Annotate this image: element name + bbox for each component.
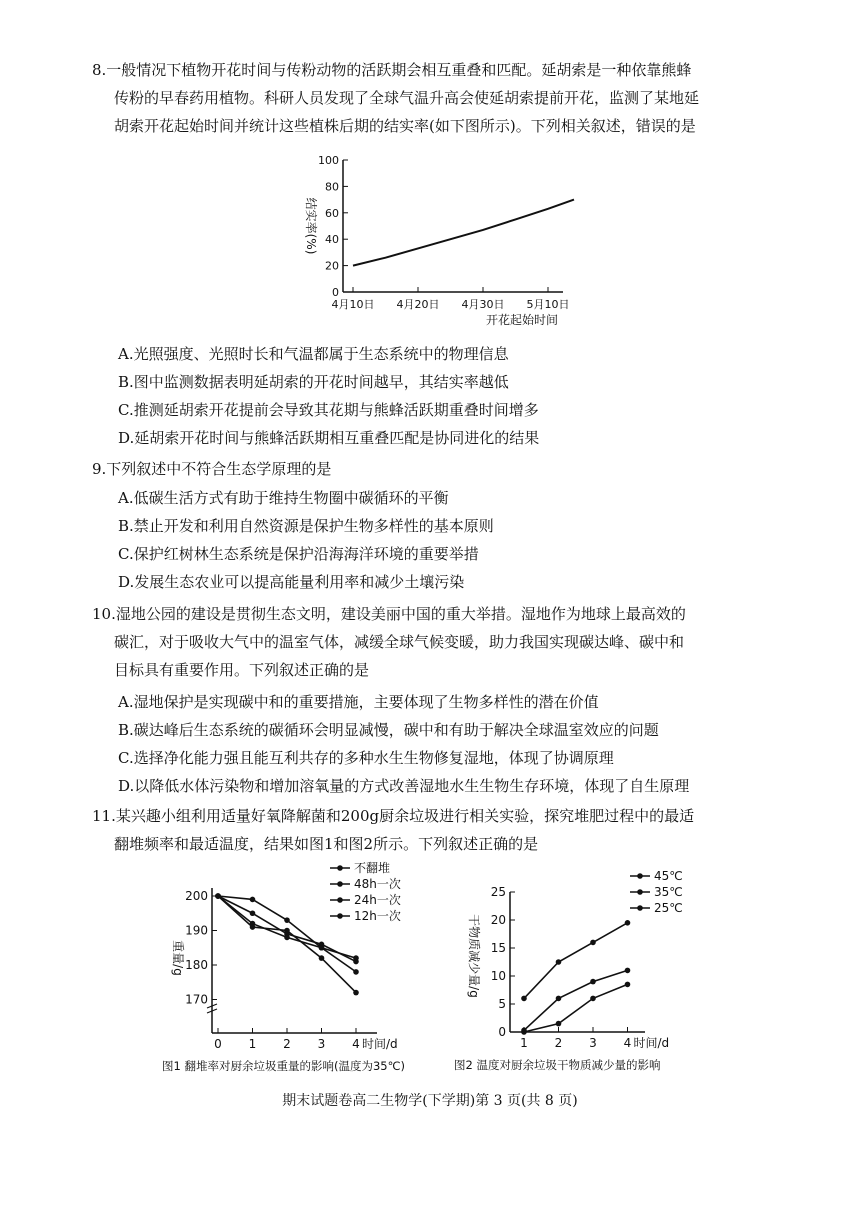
question-10-option-a[interactable]: A.湿地保护是实现碳中和的重要措施，主要体现了生物多样性的潜在价值 bbox=[118, 693, 599, 711]
legend-label: 45℃ bbox=[654, 869, 683, 883]
series-marker bbox=[250, 924, 256, 930]
question-8-option-d[interactable]: D.延胡索开花时间与熊蜂活跃期相互重叠匹配是协同进化的结果 bbox=[118, 429, 540, 447]
y-tick-label: 100 bbox=[318, 154, 339, 167]
x-tick-label: 4月30日 bbox=[461, 298, 505, 311]
question-8-line: 传粉的早春药用植物。科研人员发现了全球气温升高会使延胡索提前开花，监测了某地延 bbox=[114, 89, 700, 107]
chart-fruit-set-rate bbox=[285, 148, 575, 340]
question-10-option-d[interactable]: D.以降低水体污染物和增加溶氧量的方式改善湿地水生生物生存环境，体现了自生原理 bbox=[118, 777, 690, 795]
question-11-line: 翻堆频率和最适温度，结果如图1和图2所示。下列叙述正确的是 bbox=[114, 835, 539, 853]
legend-label: 48h一次 bbox=[354, 877, 401, 891]
y-tick-label: 20 bbox=[325, 259, 339, 273]
x-tick-label: 3 bbox=[317, 1037, 326, 1051]
series-marker bbox=[521, 1029, 527, 1035]
question-11-stem bbox=[92, 802, 782, 858]
figure-2-caption: 图2 温度对厨余垃圾干物质减少量的影响 bbox=[454, 1058, 661, 1072]
x-tick-label: 4 bbox=[352, 1037, 360, 1051]
series-marker bbox=[319, 955, 325, 961]
x-tick-label: 4月20日 bbox=[396, 298, 440, 311]
y-axis-label: 干物质减少量/g bbox=[467, 914, 481, 998]
series-marker bbox=[590, 940, 596, 946]
series-marker bbox=[625, 982, 631, 988]
x-tick-label: 1 bbox=[520, 1036, 528, 1050]
question-9-stem bbox=[92, 455, 782, 483]
question-9-line: 9.下列叙述中不符合生态学原理的是 bbox=[92, 460, 332, 478]
x-axis-label: 时间/d bbox=[633, 1036, 670, 1050]
y-tick-label: 10 bbox=[490, 969, 506, 983]
page-footer: 期末试题卷高二生物学(下学期)第 3 页(共 8 页) bbox=[282, 1093, 578, 1109]
x-tick-label: 3 bbox=[589, 1036, 597, 1050]
series-marker bbox=[284, 928, 290, 934]
question-10-line: 目标具有重要作用。下列叙述正确的是 bbox=[114, 661, 370, 679]
figure-1-turning-frequency-chart bbox=[160, 858, 450, 1076]
x-tick-label: 5月10日 bbox=[526, 298, 570, 311]
legend-marker bbox=[337, 881, 343, 887]
series-marker bbox=[625, 968, 631, 974]
question-10-option-c[interactable]: C.选择净化能力强且能互利共存的多种水生生物修复湿地，体现了协调原理 bbox=[118, 749, 614, 767]
y-tick-label: 60 bbox=[325, 206, 339, 220]
legend-marker bbox=[337, 897, 343, 903]
y-tick-label: 0 bbox=[498, 1025, 506, 1039]
series-line bbox=[524, 970, 628, 1030]
data-line bbox=[353, 200, 574, 266]
x-tick-label: 0 bbox=[214, 1037, 222, 1051]
y-axis-label: 重量/g bbox=[171, 940, 185, 976]
series-line bbox=[218, 896, 356, 993]
series-marker bbox=[284, 917, 290, 923]
series-marker bbox=[215, 893, 221, 899]
y-tick-label: 190 bbox=[185, 923, 208, 938]
series-marker bbox=[319, 945, 325, 951]
y-axis-label: 结实率(%) bbox=[304, 197, 318, 255]
question-8-line: 8.一般情况下植物开花时间与传粉动物的活跃期会相互重叠和匹配。延胡索是一种依靠熊蜂 bbox=[92, 61, 692, 79]
series-marker bbox=[556, 959, 562, 965]
question-8-line: 胡索开花起始时间并统计这些植株后期的结实率(如下图所示)。下列相关叙述，错误的是 bbox=[114, 117, 696, 135]
x-tick-label: 4 bbox=[623, 1036, 632, 1050]
question-9-option-a[interactable]: A.低碳生活方式有助于维持生物圈中碳循环的平衡 bbox=[118, 489, 449, 507]
series-marker bbox=[556, 996, 562, 1002]
question-8-option-a[interactable]: A.光照强度、光照时长和气温都属于生态系统中的物理信息 bbox=[118, 345, 509, 363]
legend-label: 25℃ bbox=[654, 901, 683, 915]
y-tick-label: 80 bbox=[325, 180, 339, 194]
series-marker bbox=[625, 920, 631, 926]
x-axis-label: 开花起始时间 bbox=[485, 313, 558, 327]
series-marker bbox=[353, 969, 359, 975]
y-tick-label: 20 bbox=[490, 913, 506, 927]
series-marker bbox=[590, 996, 596, 1002]
series-marker bbox=[284, 935, 290, 941]
question-8-option-b[interactable]: B.图中监测数据表明延胡索的开花时间越早，其结实率越低 bbox=[118, 373, 509, 391]
legend-marker bbox=[637, 873, 643, 879]
series-marker bbox=[521, 996, 527, 1002]
series-marker bbox=[250, 910, 256, 916]
question-9-option-c[interactable]: C.保护红树林生态系统是保护沿海海洋环境的重要举措 bbox=[118, 545, 479, 563]
legend-marker bbox=[637, 889, 643, 895]
question-9-option-d[interactable]: D.发展生态农业可以提高能量利用率和减少土壤污染 bbox=[118, 573, 465, 591]
question-11-line: 11.某兴趣小组利用适量好氧降解菌和200g厨余垃圾进行相关实验，探究堆肥过程中的最适 bbox=[92, 807, 695, 825]
y-tick-label: 200 bbox=[185, 889, 208, 903]
legend-label: 12h一次 bbox=[354, 909, 401, 923]
y-tick-label: 170 bbox=[185, 992, 208, 1007]
x-tick-label: 1 bbox=[248, 1037, 257, 1051]
legend-marker bbox=[637, 905, 643, 911]
series-marker bbox=[353, 990, 359, 996]
y-tick-label: 0 bbox=[332, 286, 339, 299]
x-axis-label: 时间/d bbox=[362, 1037, 398, 1051]
series-line bbox=[218, 896, 356, 958]
question-10-line: 10.湿地公园的建设是贯彻生态文明，建设美丽中国的重大举措。湿地作为地球上最高效的 bbox=[92, 605, 686, 623]
legend-marker bbox=[337, 865, 343, 871]
legend-label: 不翻堆 bbox=[354, 861, 391, 875]
series-line bbox=[524, 923, 628, 999]
x-tick-label: 2 bbox=[283, 1037, 291, 1051]
y-tick-label: 15 bbox=[490, 941, 506, 955]
figure-1-caption: 图1 翻堆率对厨余垃圾重量的影响(温度为35℃) bbox=[162, 1059, 405, 1073]
legend-label: 35℃ bbox=[654, 885, 683, 899]
series-marker bbox=[590, 979, 596, 985]
x-tick-label: 4月10日 bbox=[331, 298, 375, 311]
x-tick-label: 2 bbox=[554, 1036, 563, 1050]
question-10-line: 碳汇，对于吸收大气中的温室气体，减缓全球气候变暖，助力我国实现碳达峰、碳中和 bbox=[114, 633, 685, 651]
legend-marker bbox=[337, 913, 343, 919]
legend-label: 24h一次 bbox=[354, 893, 401, 907]
y-tick-label: 180 bbox=[185, 958, 208, 972]
question-10-option-b[interactable]: B.碳达峰后生态系统的碳循环会明显减慢，碳中和有助于解决全球温室效应的问题 bbox=[118, 721, 659, 739]
y-tick-label: 25 bbox=[490, 885, 506, 899]
series-marker bbox=[250, 897, 256, 903]
question-10-stem bbox=[92, 600, 782, 684]
figure-2-temperature-chart bbox=[452, 866, 702, 1076]
question-9-option-b[interactable]: B.禁止开发和利用自然资源是保护生物多样性的基本原则 bbox=[118, 517, 494, 535]
question-8-stem bbox=[92, 56, 782, 140]
question-8-option-c[interactable]: C.推测延胡索开花提前会导致其花期与熊蜂活跃期重叠时间增多 bbox=[118, 401, 539, 419]
series-marker bbox=[353, 959, 359, 965]
y-tick-label: 40 bbox=[325, 233, 339, 247]
y-tick-label: 5 bbox=[498, 997, 506, 1011]
series-marker bbox=[556, 1021, 562, 1027]
series-line bbox=[524, 984, 628, 1032]
